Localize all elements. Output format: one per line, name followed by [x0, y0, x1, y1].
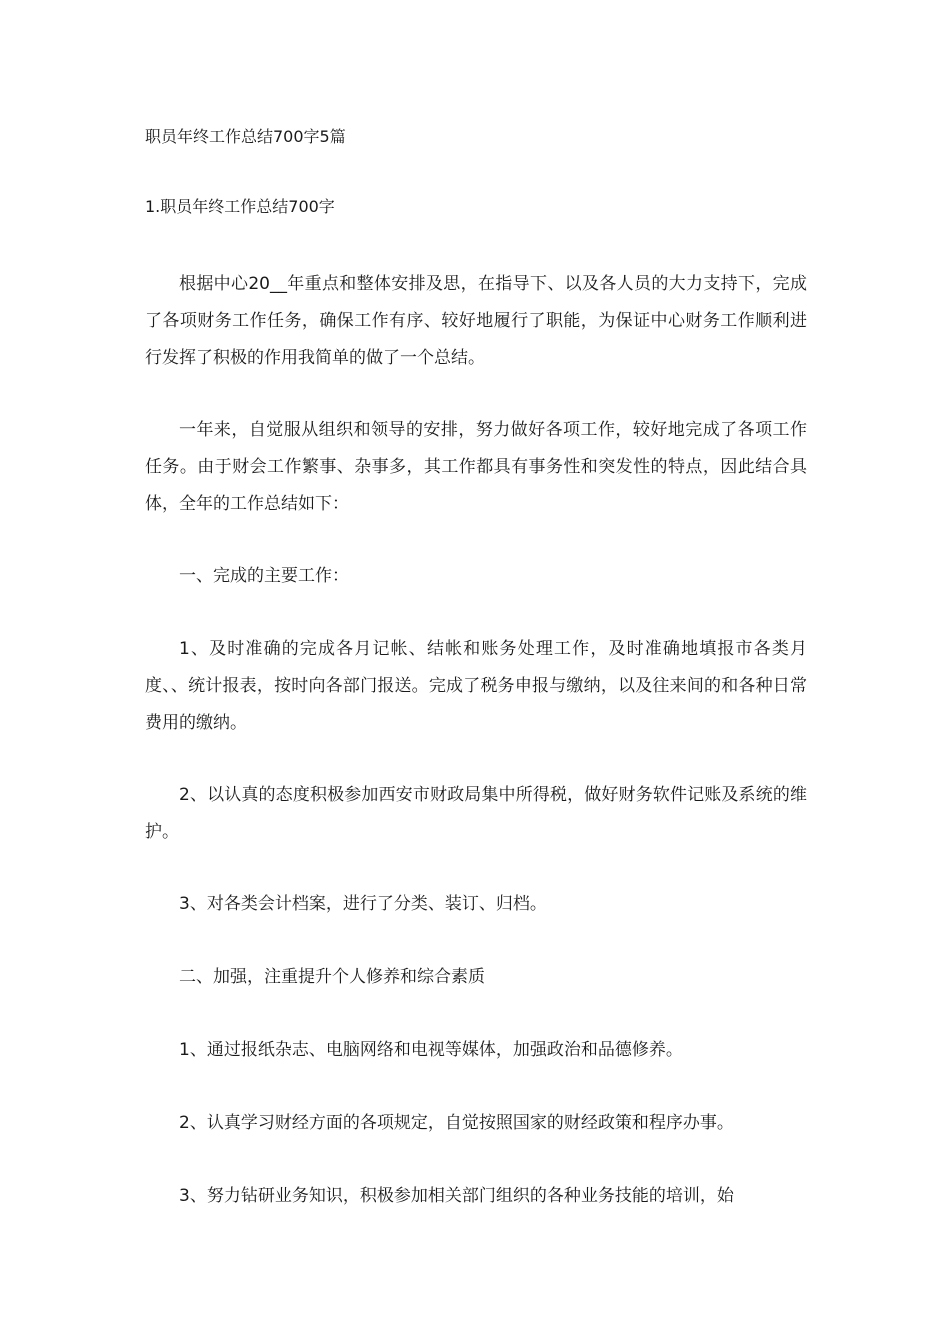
heading-main-work: 一、完成的主要工作：: [179, 566, 349, 586]
paragraph-work-item-1: 1、及时准确的完成各月记帐、结帐和账务处理工作，及时准确地填报市各类月度、、统计报表，按时向各部门报送。完成了税务申报与缴纳，以及往来间的和各种日常费用的缴纳。: [145, 639, 807, 733]
paragraph-improvement-item-3: 3、努力钻研业务知识，积极参加相关部门组织的各种业务技能的培训，始: [179, 1186, 734, 1206]
document-title: 职员年终工作总结700字5篇: [145, 127, 346, 146]
paragraph-overview: 一年来，自觉服从组织和领导的安排，努力做好各项工作，较好地完成了各项工作任务。由于财会工作繁事、杂事多，其工作都具有事务性和突发性的特点，因此结合具体，全年的工作总结如下：: [145, 420, 807, 514]
paragraph-work-item-3: 3、对各类会计档案，进行了分类、装订、归档。: [179, 894, 547, 914]
paragraph-intro: 根据中心20__年重点和整体安排及思，在指导下、以及各人员的大力支持下，完成了各项财务工作任务，确保工作有序、较好地履行了职能，为保证中心财务工作顺利进行发挥了积极的作用我简单的做了一个总结。: [145, 274, 807, 368]
document-body: [145, 122, 807, 1251]
heading-self-improvement: 二、加强，注重提升个人修养和综合素质: [179, 967, 485, 987]
paragraph-work-item-2: 2、以认真的态度积极参加西安市财政局集中所得税，做好财务软件记账及系统的维护。: [145, 785, 807, 842]
section-title: 1.职员年终工作总结700字: [145, 197, 335, 216]
paragraph-improvement-item-1: 1、通过报纸杂志、电脑网络和电视等媒体，加强政治和品德修养。: [179, 1040, 683, 1060]
paragraph-improvement-item-2: 2、认真学习财经方面的各项规定，自觉按照国家的财经政策和程序办事。: [179, 1113, 734, 1133]
